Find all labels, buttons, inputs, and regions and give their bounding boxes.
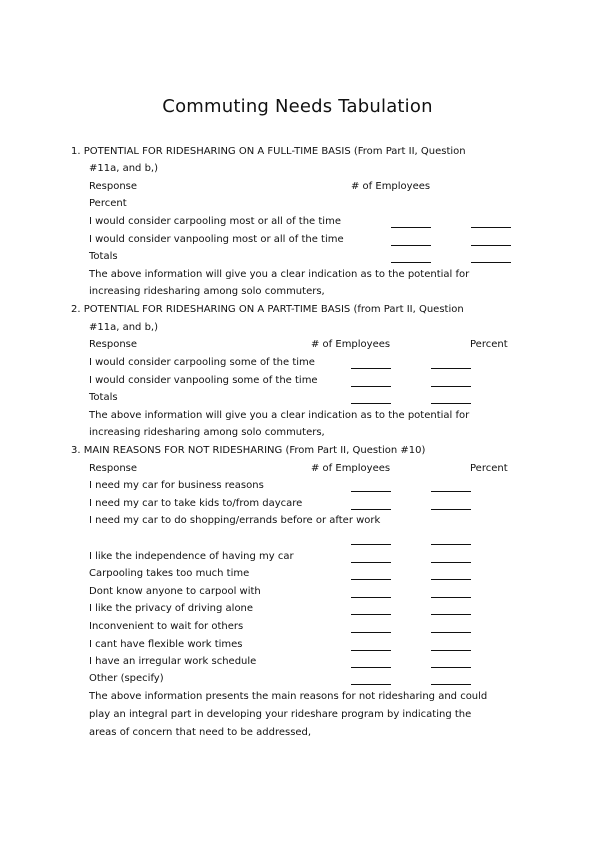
section-3-row-label: I like the independence of having my car	[89, 551, 294, 562]
page-title: Commuting Needs Tabulation	[162, 96, 433, 117]
section-1-heading: 1. POTENTIAL FOR RIDESHARING ON A FULL-TIME BASIS (From Part II, Question	[71, 146, 466, 157]
section-3-row-label: I need my car to take kids to/from daycare	[89, 498, 303, 509]
percent-blank-field[interactable]	[431, 579, 471, 580]
section-3-row-label: Dont know anyone to carpool with	[89, 586, 261, 597]
section-2-note: The above information will give you a clear indication as to the potential for	[89, 410, 470, 421]
section-3-row-label: Inconvenient to wait for others	[89, 621, 244, 632]
employees-blank-field[interactable]	[351, 562, 391, 563]
percent-total-blank-field[interactable]	[471, 262, 511, 263]
section-1-row-label: Totals	[89, 251, 118, 262]
section-1-note: increasing ridesharing among solo commuters,	[89, 286, 325, 297]
section-2-row-label: Totals	[89, 392, 118, 403]
section-3-row-label: I need my car to do shopping/errands before or after work	[89, 515, 381, 526]
percent-blank-field[interactable]	[431, 667, 471, 668]
employees-blank-field[interactable]	[391, 227, 431, 228]
section-2-col-percent: Percent	[470, 339, 508, 350]
section-3-note: The above information presents the main reasons for not ridesharing and could	[89, 691, 488, 702]
percent-blank-field[interactable]	[431, 614, 471, 615]
section-2-note: increasing ridesharing among solo commuters,	[89, 427, 325, 438]
percent-blank-field[interactable]	[471, 227, 511, 228]
percent-blank-field[interactable]	[471, 245, 511, 246]
section-1-col-response: Response	[89, 181, 138, 192]
percent-total-blank-field[interactable]	[431, 403, 471, 404]
percent-blank-field[interactable]	[431, 562, 471, 563]
section-2-row-label: I would consider vanpooling some of the time	[89, 375, 318, 386]
employees-blank-field[interactable]	[391, 245, 431, 246]
percent-blank-field[interactable]	[431, 491, 471, 492]
employees-blank-field[interactable]	[351, 544, 391, 545]
section-2-heading: 2. POTENTIAL FOR RIDESHARING ON A PART-TIME BASIS (from Part II, Question	[71, 304, 464, 315]
section-1-heading-cont: #11a, and b,)	[89, 163, 159, 174]
section-1-col-employees: # of Employees	[351, 181, 431, 192]
percent-blank-field[interactable]	[431, 386, 471, 387]
percent-blank-field[interactable]	[431, 597, 471, 598]
section-2-col-employees: # of Employees	[311, 339, 391, 350]
employees-blank-field[interactable]	[351, 597, 391, 598]
section-3-row-label: I cant have flexible work times	[89, 639, 243, 650]
employees-total-blank-field[interactable]	[391, 262, 431, 263]
section-1-row-label: I would consider carpooling most or all of the time	[89, 216, 341, 227]
section-3-note: play an integral part in developing your rideshare program by indicating the	[89, 709, 472, 720]
percent-blank-field[interactable]	[431, 684, 471, 685]
section-3-row-label: I like the privacy of driving alone	[89, 603, 254, 614]
section-3-row-label: I have an irregular work schedule	[89, 656, 257, 667]
employees-blank-field[interactable]	[351, 579, 391, 580]
employees-blank-field[interactable]	[351, 386, 391, 387]
section-2-heading-cont: #11a, and b,)	[89, 322, 159, 333]
employees-total-blank-field[interactable]	[351, 403, 391, 404]
section-3-col-employees: # of Employees	[311, 463, 391, 474]
employees-blank-field[interactable]	[351, 368, 391, 369]
employees-blank-field[interactable]	[351, 650, 391, 651]
percent-blank-field[interactable]	[431, 368, 471, 369]
section-1-note: The above information will give you a clear indication as to the potential for	[89, 269, 470, 280]
employees-blank-field[interactable]	[351, 491, 391, 492]
employees-blank-field[interactable]	[351, 684, 391, 685]
section-1-row-label: I would consider vanpooling most or all of the time	[89, 234, 344, 245]
section-3-row-label: Carpooling takes too much time	[89, 568, 250, 579]
employees-blank-field[interactable]	[351, 614, 391, 615]
section-3-col-percent: Percent	[470, 463, 508, 474]
section-2-col-response: Response	[89, 339, 138, 350]
section-3-col-response: Response	[89, 463, 138, 474]
employees-blank-field[interactable]	[351, 509, 391, 510]
section-3-note: areas of concern that need to be addressed,	[89, 727, 312, 738]
percent-blank-field[interactable]	[431, 632, 471, 633]
percent-blank-field[interactable]	[431, 650, 471, 651]
employees-blank-field[interactable]	[351, 632, 391, 633]
section-1-col-percent: Percent	[89, 198, 127, 209]
section-2-row-label: I would consider carpooling some of the time	[89, 357, 315, 368]
section-3-row-label: Other (specify)	[89, 673, 164, 684]
section-3-heading: 3. MAIN REASONS FOR NOT RIDESHARING (From Part II, Question #10)	[71, 445, 426, 456]
section-3-row-label: I need my car for business reasons	[89, 480, 264, 491]
percent-blank-field[interactable]	[431, 544, 471, 545]
percent-blank-field[interactable]	[431, 509, 471, 510]
employees-blank-field[interactable]	[351, 667, 391, 668]
